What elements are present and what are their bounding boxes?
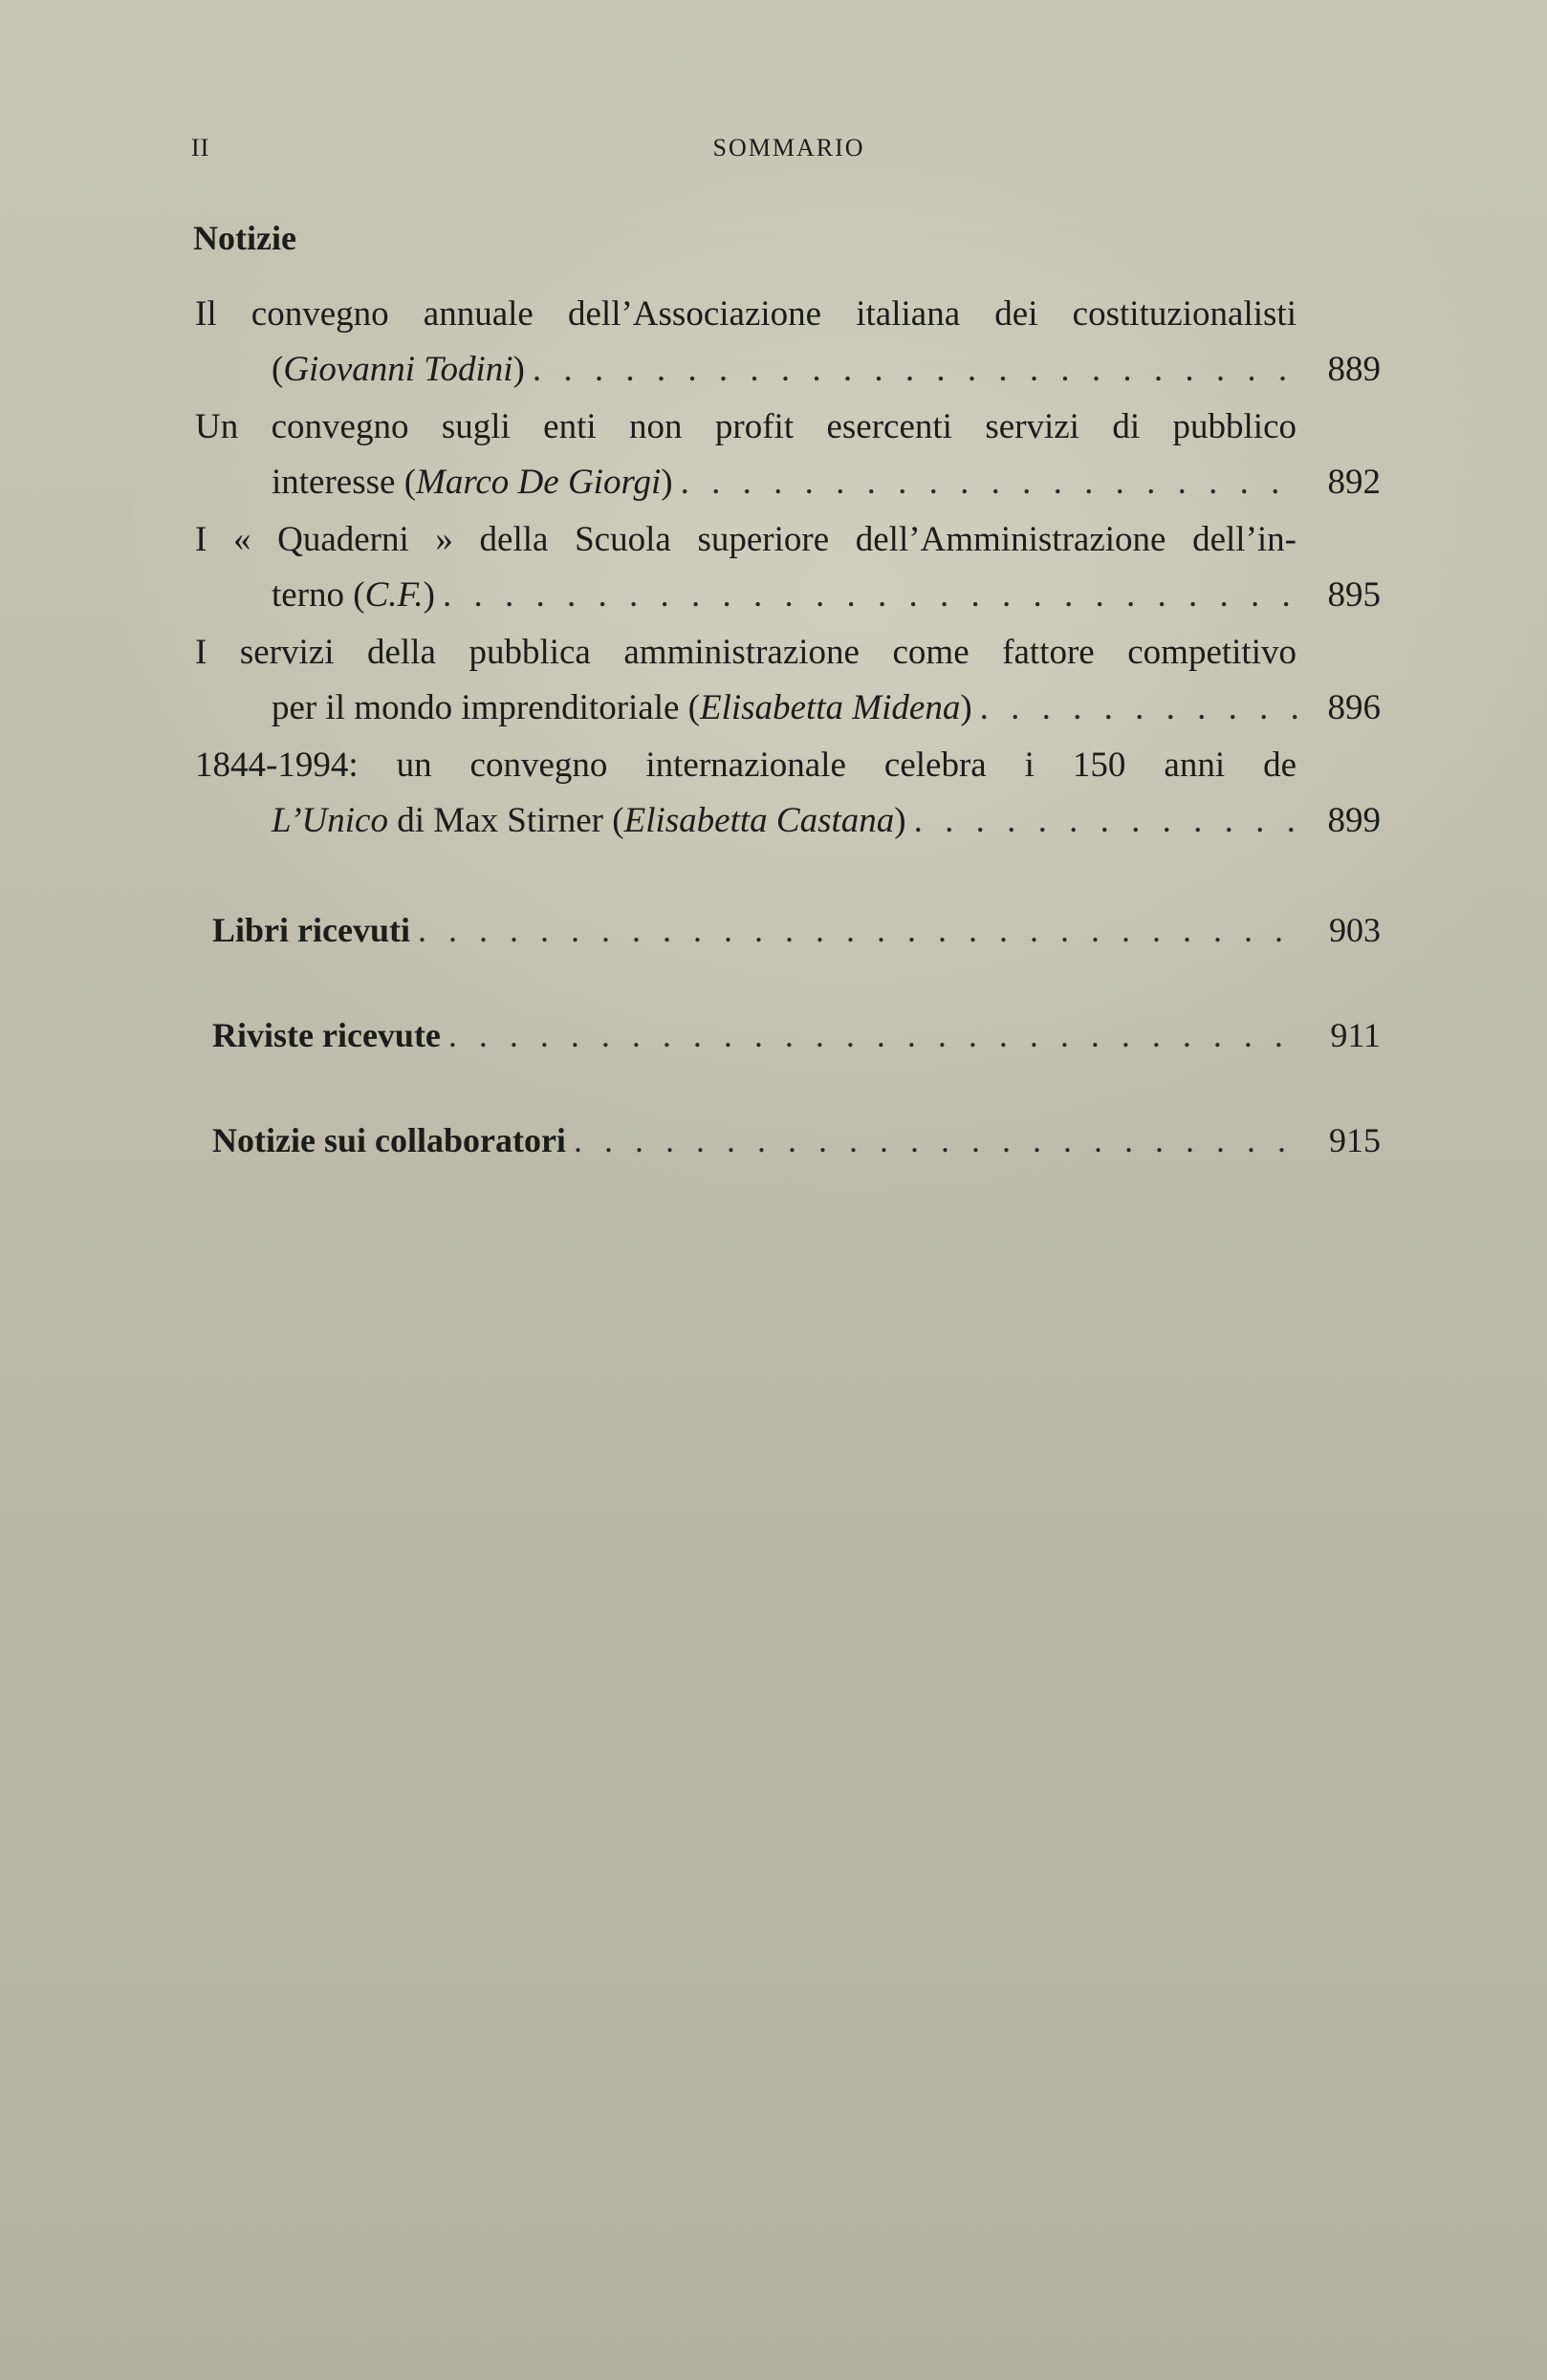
toc-section-label: Riviste ricevute xyxy=(212,1016,441,1054)
toc-entry-author: Giovanni Todini xyxy=(283,350,513,389)
leader-dots xyxy=(418,906,1298,954)
toc-entry-author-line: per il mondo imprenditoriale (Elisabetta Midena) xyxy=(272,688,972,727)
leader-dots xyxy=(448,1011,1298,1059)
toc-entry-continuation xyxy=(195,568,1381,623)
toc-entry-page: 899 xyxy=(1327,801,1381,840)
leader-dots xyxy=(443,568,1298,623)
toc-section-page: 915 xyxy=(1329,1121,1381,1159)
running-title: SOMMARIO xyxy=(712,134,865,162)
leader-dots xyxy=(914,793,1298,849)
toc-entry-author: Elisabetta Castana xyxy=(623,801,895,840)
toc-entry-page: 895 xyxy=(1327,575,1381,615)
toc-entry-author-line: terno (C.F.) xyxy=(272,575,435,615)
toc-section-page: 903 xyxy=(1329,911,1381,949)
toc-entry-continuation xyxy=(195,342,1381,398)
toc-entry-continuation xyxy=(195,455,1381,510)
toc-entry-author-line: interesse (Marco De Giorgi) xyxy=(272,463,673,502)
toc-entry-author-line: L’Unico di Max Stirner (Elisabetta Castana) xyxy=(272,801,906,840)
leader-dots xyxy=(533,342,1298,398)
toc-entry-page: 896 xyxy=(1327,688,1381,727)
toc-entry-author: Marco De Giorgi xyxy=(416,463,662,502)
toc-entry-author: C.F. xyxy=(364,575,424,615)
toc-entry-title: Il convegno annuale dell’Associazione italiana dei costituzionalisti xyxy=(195,294,1296,334)
leader-dots xyxy=(980,681,1298,736)
page-folio: II xyxy=(191,134,210,162)
leader-dots xyxy=(574,1116,1298,1164)
toc-section-riviste-ricevute xyxy=(212,1011,1381,1059)
toc-entry-continuation xyxy=(195,793,1381,849)
toc-entry-title: I « Quaderni » della Scuola superiore dell’Amministrazione dell’in- xyxy=(195,520,1296,559)
toc-section-notizie-collaboratori xyxy=(212,1116,1381,1164)
toc-entry xyxy=(195,287,1381,398)
toc-entry-author: Elisabetta Midena xyxy=(700,688,961,727)
leader-dots xyxy=(681,455,1298,510)
toc-section-label: Notizie sui collaboratori xyxy=(212,1121,566,1159)
toc-section-label: Libri ricevuti xyxy=(212,911,410,949)
toc-entry-title: 1844-1994: un convegno internazionale celebra i 150 anni de xyxy=(195,746,1296,785)
toc-section-libri-ricevuti xyxy=(212,906,1381,954)
section-heading: Notizie xyxy=(193,219,296,257)
toc-entry xyxy=(195,625,1381,736)
toc-entry xyxy=(195,512,1381,623)
toc-entry-page: 889 xyxy=(1327,350,1381,389)
running-head xyxy=(191,134,1386,172)
toc-entry-page: 892 xyxy=(1327,463,1381,502)
toc-entry-work-title: L’Unico xyxy=(272,801,388,840)
toc-entry xyxy=(195,400,1381,510)
toc-entry-author-line: (Giovanni Todini) xyxy=(272,350,525,389)
toc-entry-continuation xyxy=(195,681,1381,736)
toc-entry-title: Un convegno sugli enti non profit esercenti servizi di pubblico xyxy=(195,407,1296,446)
toc-entry xyxy=(195,738,1381,849)
toc-entry-title: I servizi della pubblica amministrazione come fattore competitivo xyxy=(195,633,1296,672)
toc-section-page: 911 xyxy=(1330,1016,1381,1054)
